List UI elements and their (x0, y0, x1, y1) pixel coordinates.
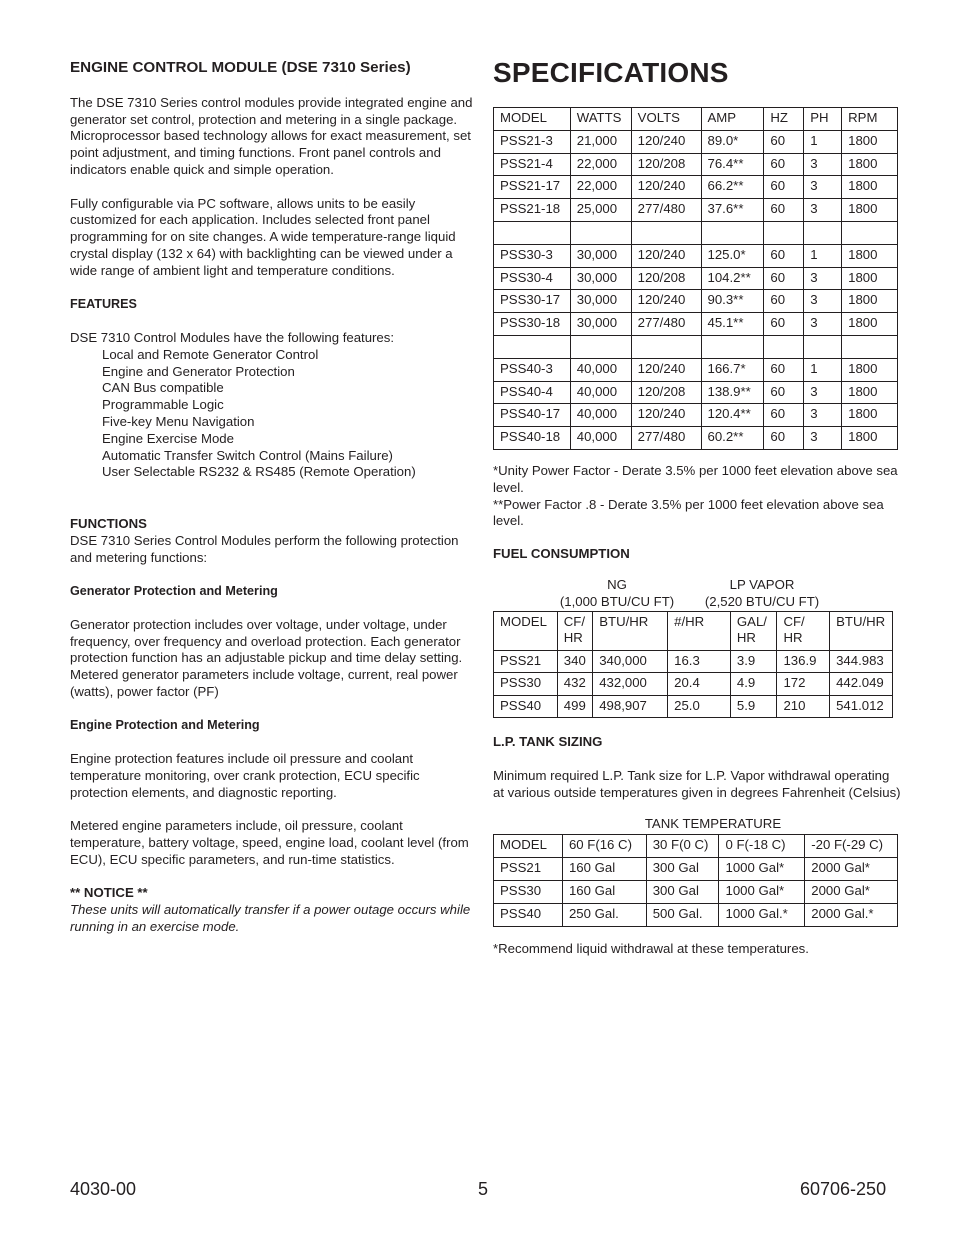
table-cell (764, 221, 804, 244)
table-cell: 3 (804, 267, 842, 290)
table-cell: 2000 Gal* (805, 858, 898, 881)
table-cell: PSS21-17 (494, 176, 571, 199)
table-cell: 4.9 (730, 673, 777, 696)
table-cell (804, 221, 842, 244)
table-row (494, 858, 898, 881)
table-cell: 60 (764, 130, 804, 153)
table-header-cell: AMP (701, 108, 764, 131)
table-cell: 30,000 (570, 290, 631, 313)
footer-doc-number: 4030-00 (70, 1179, 137, 1199)
table-cell: 60 (764, 381, 804, 404)
ecm-config-paragraph: Fully configurable via PC software, allows units to be easily customized for each application. Includes selected front panel programming for on site changes. A wide temperature-range liquid crystal display (132 x 64) with backlighting can be viewed under a wide range of ambient light and temperature conditions. (70, 195, 456, 278)
table-cell: 344.983 (830, 650, 893, 673)
table-cell: 3 (804, 153, 842, 176)
table-cell: 166.7* (701, 358, 764, 381)
table-cell: 1800 (842, 404, 898, 427)
ng-subtitle: (1,000 BTU/CU FT) (559, 593, 675, 609)
table-row (494, 381, 898, 404)
table-cell: PSS40-17 (494, 404, 571, 427)
table-cell: 40,000 (570, 358, 631, 381)
feature-item: Engine Exercise Mode (102, 430, 234, 446)
footer-page-number: 5 (478, 1179, 489, 1199)
table-row (494, 244, 898, 267)
table-cell: 120/240 (631, 404, 701, 427)
table-cell: 210 (777, 695, 830, 718)
table-cell (631, 335, 701, 358)
table-cell: 432 (557, 673, 592, 696)
table-header-cell: MODEL (494, 611, 558, 650)
feature-item: Local and Remote Generator Control (102, 346, 319, 362)
table-row (494, 650, 893, 673)
ng-group-label (549, 577, 685, 611)
fuel-consumption-table (493, 611, 893, 719)
fuel-column-groups (493, 577, 903, 611)
table-cell: PSS40-4 (494, 381, 571, 404)
tank-note: *Recommend liquid withdrawal at these temperatures. (493, 940, 809, 956)
table-header-cell: CF/ HR (557, 611, 592, 650)
feature-item: User Selectable RS232 & RS485 (Remote Operation) (102, 464, 416, 480)
table-cell: 160 Gal (562, 858, 646, 881)
table-row (494, 267, 898, 290)
generator-protection-text: Generator protection includes over voltage, under voltage, under frequency, over frequency and overload protection. Each generator protection function has an adjustable pickup and time delay setting. Metered generator parameters include voltage, current, real power (watts), power factor (PF) (70, 616, 463, 699)
ecm-title: ENGINE CONTROL MODULE (DSE 7310 Series) (70, 59, 411, 76)
table-header-row (494, 108, 898, 131)
table-row (494, 176, 898, 199)
table-cell: 3 (804, 404, 842, 427)
table-cell: 125.0* (701, 244, 764, 267)
table-cell: 3 (804, 176, 842, 199)
feature-item: CAN Bus compatible (102, 380, 224, 396)
table-cell: PSS40-18 (494, 427, 571, 450)
table-header-cell: BTU/HR (593, 611, 668, 650)
table-cell: PSS21 (494, 650, 558, 673)
table-cell: 60 (764, 176, 804, 199)
table-cell: 1800 (842, 199, 898, 222)
tank-sizing-text: Minimum required L.P. Tank size for L.P. Vapor withdrawal operating at various outside temperatures given in degrees Fahrenheit (Celsius) (493, 768, 901, 800)
footer-part-number: 60706-250 (800, 1179, 887, 1199)
table-header-row (494, 835, 898, 858)
table-cell: 66.2** (701, 176, 764, 199)
engine-protection-heading: Engine Protection and Metering (70, 718, 260, 733)
features-intro: DSE 7310 Control Modules have the following features: (70, 329, 395, 345)
table-cell: 1800 (842, 130, 898, 153)
tank-sizing-table (493, 834, 898, 926)
table-cell: 500 Gal. (646, 903, 719, 926)
table-cell: 1 (804, 358, 842, 381)
table-cell: 138.9** (701, 381, 764, 404)
table-cell: PSS30 (494, 673, 558, 696)
metered-engine-text: Metered engine parameters include, oil pressure, coolant temperature, battery voltage, speed, engine load, coolant level (from ECU), ECU specific parameters, and run-time statistics. (70, 818, 469, 867)
tank-temperature-caption: TANK TEMPERATURE (644, 815, 782, 831)
table-cell: PSS40 (494, 903, 563, 926)
table-header-cell: MODEL (494, 835, 563, 858)
table-cell: 30,000 (570, 267, 631, 290)
generator-protection-heading: Generator Protection and Metering (70, 584, 278, 599)
table-cell: 30,000 (570, 244, 631, 267)
table-cell: PSS40-3 (494, 358, 571, 381)
table-cell: PSS21 (494, 858, 563, 881)
feature-item: Engine and Generator Protection (102, 363, 295, 379)
table-cell: 60 (764, 290, 804, 313)
right-column (493, 56, 903, 957)
table-cell (494, 335, 571, 358)
fuel-consumption-heading: FUEL CONSUMPTION (493, 546, 630, 562)
table-cell: 1000 Gal* (719, 881, 805, 904)
tank-sizing-heading: L.P. TANK SIZING (493, 734, 603, 750)
table-cell: 37.6** (701, 199, 764, 222)
table-cell: 104.2** (701, 267, 764, 290)
table-cell: 136.9 (777, 650, 830, 673)
functions-intro: DSE 7310 Series Control Modules perform the following protection and metering functions: (70, 532, 459, 565)
table-cell: 498,907 (593, 695, 668, 718)
table-cell: 3.9 (730, 650, 777, 673)
table-cell: 22,000 (570, 176, 631, 199)
table-cell: PSS21-4 (494, 153, 571, 176)
table-cell (701, 335, 764, 358)
features-heading: FEATURES (70, 297, 137, 312)
table-cell: 3 (804, 427, 842, 450)
table-cell (842, 221, 898, 244)
table-row (494, 427, 898, 450)
table-row (494, 199, 898, 222)
table-cell: 90.3** (701, 290, 764, 313)
feature-item: Automatic Transfer Switch Control (Mains Failure) (102, 447, 393, 463)
table-cell: 16.3 (668, 650, 731, 673)
table-cell: 60 (764, 358, 804, 381)
functions-heading: FUNCTIONS (70, 515, 147, 531)
table-cell: 1800 (842, 381, 898, 404)
table-cell: 277/480 (631, 427, 701, 450)
table-cell (494, 221, 571, 244)
table-row (494, 673, 893, 696)
table-cell: 120/240 (631, 176, 701, 199)
table-cell: 1000 Gal* (719, 858, 805, 881)
lp-group-label (697, 577, 827, 611)
table-cell: 20.4 (668, 673, 731, 696)
table-cell: 76.4** (701, 153, 764, 176)
table-cell: 60 (764, 313, 804, 336)
table-row (494, 881, 898, 904)
table-row (494, 358, 898, 381)
engine-protection-text: Engine protection features include oil pressure and coolant temperature monitoring, over crank protection, ECU specific protection elements, and diagnostic reporting. (70, 751, 420, 800)
table-cell: 25.0 (668, 695, 731, 718)
table-cell: 40,000 (570, 404, 631, 427)
table-header-cell: CF/ HR (777, 611, 830, 650)
notice-heading: ** NOTICE ** (70, 885, 148, 901)
table-cell: PSS30-17 (494, 290, 571, 313)
ng-label: NG (607, 576, 627, 592)
table-cell: 60 (764, 427, 804, 450)
table-cell: PSS30 (494, 881, 563, 904)
table-cell (570, 335, 631, 358)
table-cell: 1 (804, 244, 842, 267)
table-cell: 3 (804, 381, 842, 404)
table-cell: 442.049 (830, 673, 893, 696)
table-cell: PSS21-3 (494, 130, 571, 153)
table-cell (701, 221, 764, 244)
table-cell: 340 (557, 650, 592, 673)
table-header-cell: VOLTS (631, 108, 701, 131)
table-cell: 60.2** (701, 427, 764, 450)
table-header-cell: 60 F(16 C) (562, 835, 646, 858)
table-cell: 22,000 (570, 153, 631, 176)
table-cell: 21,000 (570, 130, 631, 153)
table-row (494, 290, 898, 313)
table-cell: PSS21-18 (494, 199, 571, 222)
table-cell: 3 (804, 290, 842, 313)
table-cell: 3 (804, 199, 842, 222)
table-cell: 120/240 (631, 244, 701, 267)
table-cell: 300 Gal (646, 881, 719, 904)
table-cell: 1800 (842, 153, 898, 176)
table-cell: 499 (557, 695, 592, 718)
table-header-cell: 30 F(0 C) (646, 835, 719, 858)
table-cell: PSS30-3 (494, 244, 571, 267)
features-list (70, 347, 475, 481)
table-row (494, 404, 898, 427)
table-row (494, 335, 898, 358)
table-header-cell: 0 F(-18 C) (719, 835, 805, 858)
table-cell: 120/240 (631, 130, 701, 153)
table-cell: 1800 (842, 427, 898, 450)
table-header-cell: PH (804, 108, 842, 131)
table-cell: 5.9 (730, 695, 777, 718)
specifications-title: SPECIFICATIONS (493, 57, 729, 88)
feature-item: Programmable Logic (102, 397, 224, 413)
table-cell: 60 (764, 404, 804, 427)
table-row (494, 313, 898, 336)
table-row (494, 153, 898, 176)
table-cell: 2000 Gal* (805, 881, 898, 904)
table-cell: 2000 Gal.* (805, 903, 898, 926)
table-cell: 250 Gal. (562, 903, 646, 926)
table-header-cell: -20 F(-29 C) (805, 835, 898, 858)
table-cell: 60 (764, 244, 804, 267)
table-header-cell: RPM (842, 108, 898, 131)
table-cell: 3 (804, 313, 842, 336)
table-header-cell: WATTS (570, 108, 631, 131)
table-cell: 1000 Gal.* (719, 903, 805, 926)
table-cell: 1800 (842, 267, 898, 290)
lp-label: LP VAPOR (729, 576, 795, 592)
table-cell: 1800 (842, 290, 898, 313)
table-cell: 60 (764, 153, 804, 176)
table-row (494, 903, 898, 926)
table-cell: 1800 (842, 176, 898, 199)
table-cell: PSS40 (494, 695, 558, 718)
specifications-table (493, 107, 898, 450)
table-cell: 120/208 (631, 267, 701, 290)
table-cell (570, 221, 631, 244)
feature-item: Five-key Menu Navigation (102, 413, 255, 429)
lp-subtitle: (2,520 BTU/CU FT) (704, 593, 820, 609)
table-cell (842, 335, 898, 358)
table-cell: 40,000 (570, 427, 631, 450)
table-header-cell: BTU/HR (830, 611, 893, 650)
table-cell: 30,000 (570, 313, 631, 336)
table-cell: 60 (764, 199, 804, 222)
table-cell: 120.4** (701, 404, 764, 427)
table-cell: 45.1** (701, 313, 764, 336)
table-cell: 1800 (842, 313, 898, 336)
table-row (494, 130, 898, 153)
table-cell: 277/480 (631, 199, 701, 222)
table-header-cell: #/HR (668, 611, 731, 650)
table-cell: 300 Gal (646, 858, 719, 881)
table-header-cell: GAL/ HR (730, 611, 777, 650)
unity-power-note: *Unity Power Factor - Derate 3.5% per 1000 feet elevation above sea level. (493, 462, 898, 495)
table-cell: 120/240 (631, 290, 701, 313)
table-cell: 541.012 (830, 695, 893, 718)
table-cell: 1 (804, 130, 842, 153)
power-factor-note: **Power Factor .8 - Derate 3.5% per 1000 feet elevation above sea level. (493, 496, 884, 529)
ecm-intro-paragraph: The DSE 7310 Series control modules provide integrated engine and generator set control, protection and metering in a single package. Microprocessor based technology allows for exact measurement, set point adjustment, and timing functions. Front panel controls and indicators enable quick and simple operation. (70, 94, 473, 177)
table-cell: 89.0* (701, 130, 764, 153)
table-header-row (494, 611, 893, 650)
table-cell: 1800 (842, 358, 898, 381)
table-header-cell: MODEL (494, 108, 571, 131)
table-cell (804, 335, 842, 358)
table-header-cell: HZ (764, 108, 804, 131)
table-cell: PSS30-18 (494, 313, 571, 336)
table-cell: 60 (764, 267, 804, 290)
table-cell (764, 335, 804, 358)
table-row (494, 221, 898, 244)
table-cell: 120/208 (631, 381, 701, 404)
table-cell: 120/240 (631, 358, 701, 381)
table-cell: 432,000 (593, 673, 668, 696)
table-cell: 1800 (842, 244, 898, 267)
table-cell: 160 Gal (562, 881, 646, 904)
table-cell: 277/480 (631, 313, 701, 336)
left-column (70, 60, 475, 936)
notice-text: These units will automatically transfer if a power outage occurs while running in an exercise mode. (70, 902, 471, 935)
table-cell: 340,000 (593, 650, 668, 673)
table-cell: PSS30-4 (494, 267, 571, 290)
table-cell (631, 221, 701, 244)
table-cell: 25,000 (570, 199, 631, 222)
table-cell: 40,000 (570, 381, 631, 404)
table-cell: 120/208 (631, 153, 701, 176)
table-row (494, 695, 893, 718)
table-cell: 172 (777, 673, 830, 696)
